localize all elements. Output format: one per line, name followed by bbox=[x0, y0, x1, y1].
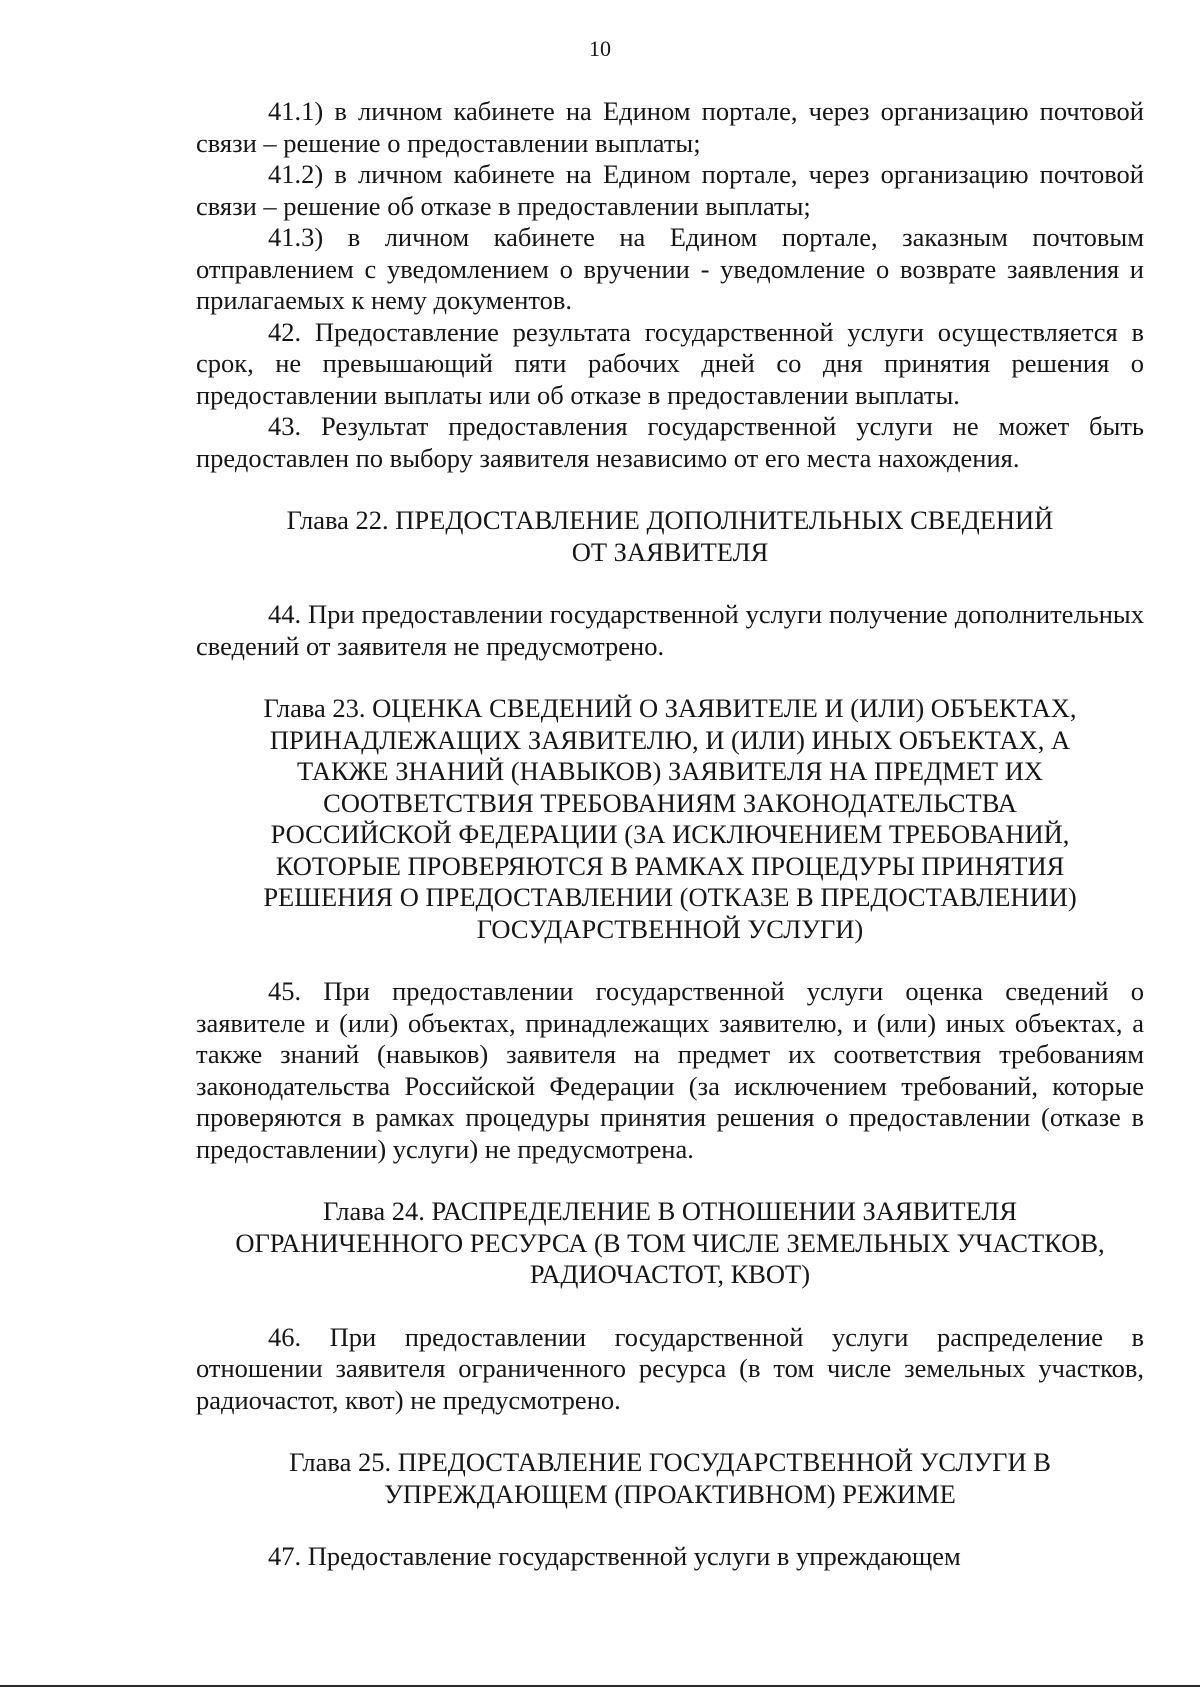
heading-line: РЕШЕНИЯ О ПРЕДОСТАВЛЕНИИ (ОТКАЗЕ В ПРЕДОСТАВЛЕНИИ) bbox=[263, 882, 1077, 912]
paragraph-43: 43. Результат предоставления государственной услуги не может быть предоставлен по выбору заявителя независимо от его места нахождения. bbox=[196, 411, 1144, 473]
paragraph-44: 44. При предоставлении государственной услуги получение дополнительных сведений от заявителя не предусмотрено. bbox=[196, 599, 1144, 661]
heading-line: УПРЕЖДАЮЩЕМ (ПРОАКТИВНОМ) РЕЖИМЕ bbox=[384, 1478, 956, 1509]
heading-line: РОССИЙСКОЙ ФЕДЕРАЦИИ (ЗА ИСКЛЮЧЕНИЕМ ТРЕБОВАНИЙ, bbox=[270, 819, 1070, 849]
heading-line: Глава 22. ПРЕДОСТАВЛЕНИЕ ДОПОЛНИТЕЛЬНЫХ СВЕДЕНИЙ bbox=[286, 505, 1054, 535]
page-number: 10 bbox=[589, 36, 611, 61]
paragraph-41-2: 41.2) в личном кабинете на Едином портале, через организацию почтовой связи – решение об отказе в предоставлении выплаты; bbox=[196, 159, 1144, 221]
chapter-24-heading bbox=[196, 1196, 1144, 1291]
bottom-divider bbox=[0, 1685, 1200, 1687]
paragraph-47: 47. Предоставление государственной услуги в упреждающем bbox=[268, 1541, 961, 1571]
heading-line: Глава 23. ОЦЕНКА СВЕДЕНИЙ О ЗАЯВИТЕЛЕ И (ИЛИ) ОБЪЕКТАХ, bbox=[263, 693, 1077, 723]
paragraph-42: 42. Предоставление результата государственной услуги осуществляется в срок, не превышающий пяти рабочих дней со дня принятия решения о предоставлении выплаты или об отказе в предоставлении выплаты. bbox=[196, 316, 1144, 410]
paragraph-45: 45. При предоставлении государственной услуги оценка сведений о заявителе и (или) объектах, принадлежащих заявителю, и (или) иных объектах, а также знаний (навыков) заявителя на предмет их соответствия требованиям законодательства Российской Федерации (за исключением требований, которые проверяются в рамках процедуры принятия решения о предоставлении (отказе в предоставлении) услуги) не предусмотрена. bbox=[196, 976, 1144, 1164]
heading-line: ГОСУДАРСТВЕННОЙ УСЛУГИ) bbox=[476, 913, 864, 944]
paragraph-41-3: 41.3) в личном кабинете на Едином портале, заказным почтовым отправлением с уведомлением о вручении - уведомление о возврате заявления и прилагаемых к нему документов. bbox=[196, 222, 1144, 315]
heading-line: Глава 24. РАСПРЕДЕЛЕНИЕ В ОТНОШЕНИИ ЗАЯВИТЕЛЯ bbox=[322, 1196, 1018, 1226]
heading-line: ПРИНАДЛЕЖАЩИХ ЗАЯВИТЕЛЮ, И (ИЛИ) ИНЫХ ОБЪЕКТАХ, А bbox=[269, 724, 1071, 755]
chapter-22-heading bbox=[196, 505, 1144, 568]
heading-line: РАДИОЧАСТОТ, КВОТ) bbox=[529, 1259, 811, 1289]
paragraph-41-1: 41.1) в личном кабинете на Едином портале, через организацию почтовой связи – решение о предоставлении выплаты; bbox=[196, 96, 1144, 158]
heading-line: КОТОРЫЕ ПРОВЕРЯЮТСЯ В РАМКАХ ПРОЦЕДУРЫ ПРИНЯТИЯ bbox=[275, 850, 1065, 881]
heading-line: СООТВЕТСТВИЯ ТРЕБОВАНИЯМ ЗАКОНОДАТЕЛЬСТВА bbox=[323, 787, 1017, 818]
heading-line: ОТ ЗАЯВИТЕЛЯ bbox=[571, 536, 769, 567]
heading-line: ТАКЖЕ ЗНАНИЙ (НАВЫКОВ) ЗАЯВИТЕЛЯ НА ПРЕДМЕТ ИХ bbox=[296, 756, 1044, 786]
paragraph-46: 46. При предоставлении государственной услуги распределение в отношении заявителя ограниченного ресурса (в том числе земельных участков, радиочастот, квот) не предусмотрено. bbox=[196, 1321, 1144, 1415]
document-body bbox=[196, 96, 1144, 1573]
heading-line: Глава 25. ПРЕДОСТАВЛЕНИЕ ГОСУДАРСТВЕННОЙ УСЛУГИ В bbox=[289, 1447, 1051, 1477]
chapter-25-heading bbox=[196, 1447, 1144, 1510]
heading-line: ОГРАНИЧЕННОГО РЕСУРСА (В ТОМ ЧИСЛЕ ЗЕМЕЛЬНЫХ УЧАСТКОВ, bbox=[235, 1227, 1105, 1258]
chapter-23-heading bbox=[196, 693, 1144, 945]
